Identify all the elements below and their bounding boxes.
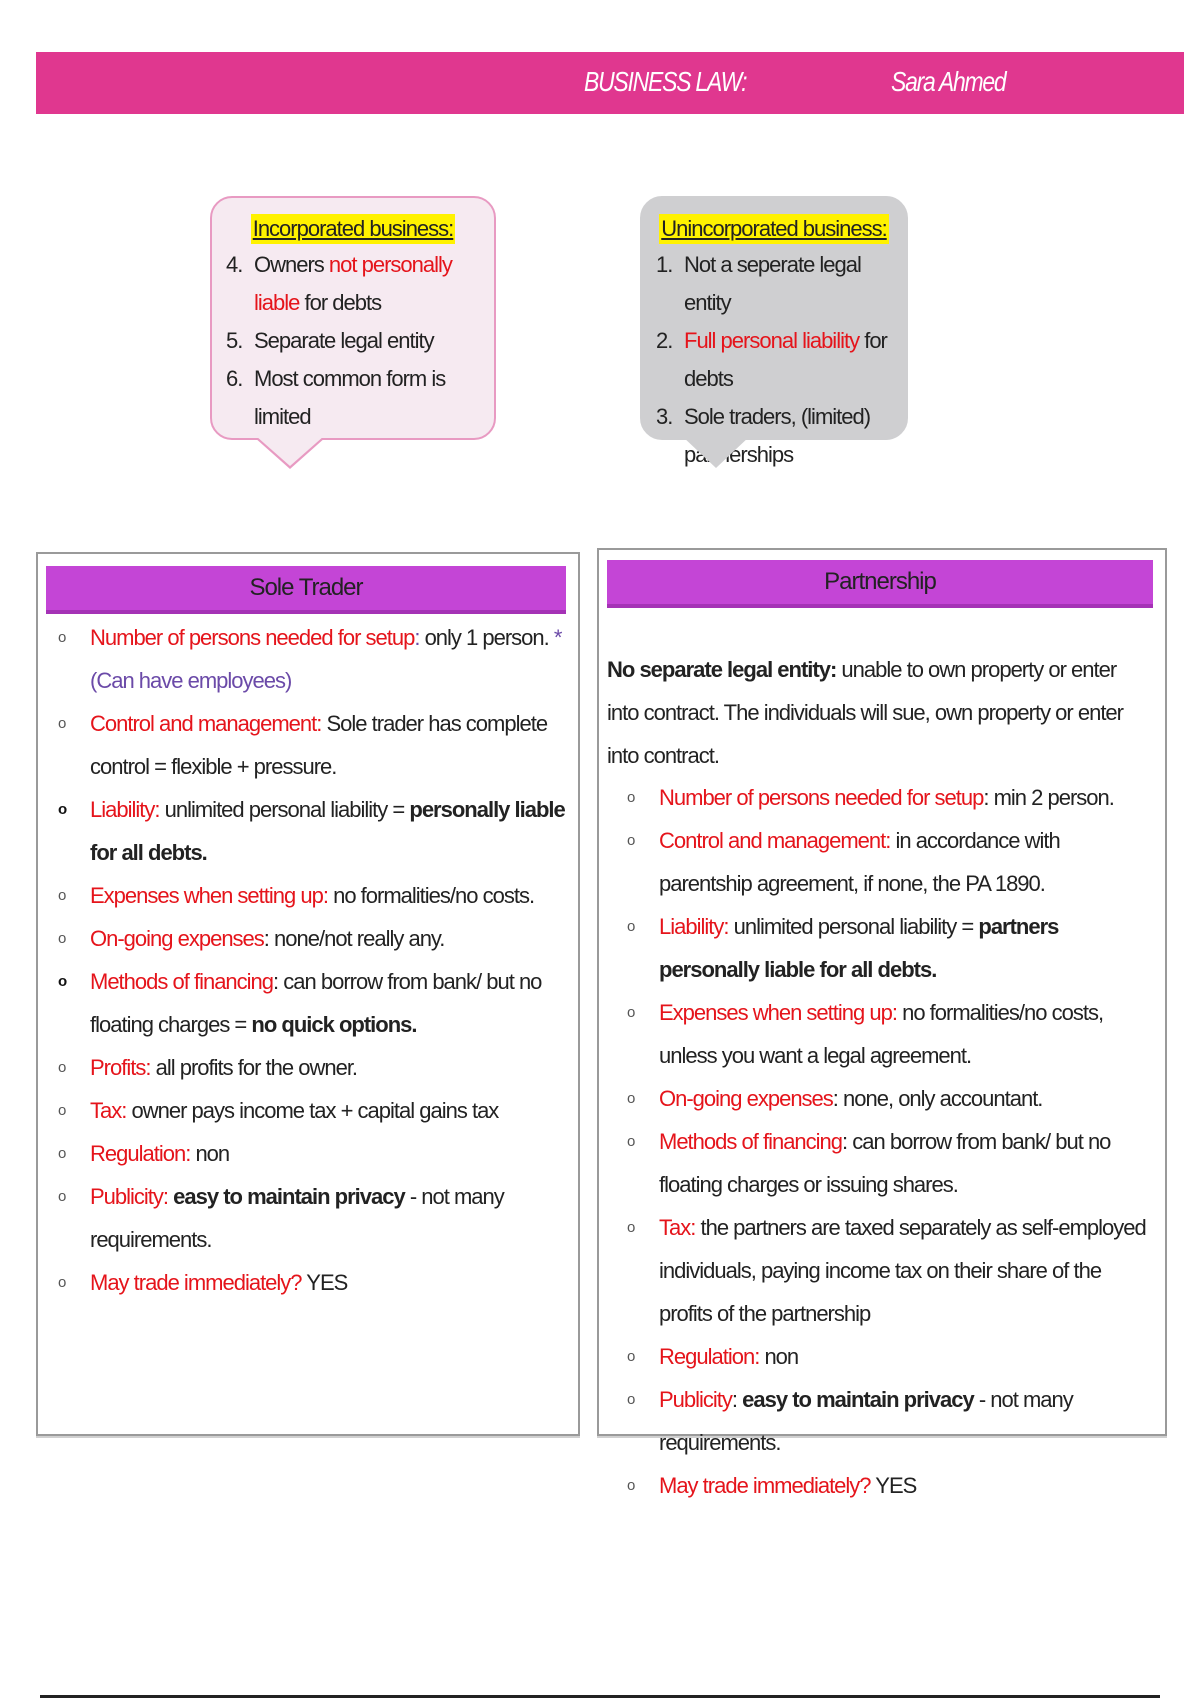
bullet-icon: o (627, 789, 635, 806)
item-emphasis: partners personally liable for all debts. (659, 914, 1059, 982)
item-note: *(Can have employees) (90, 625, 562, 693)
list-item (50, 1046, 570, 1089)
item-number: 2. (656, 328, 673, 353)
item-term: Profits: (90, 1055, 151, 1080)
item-emphasis: personally liable for all debts. (90, 797, 565, 865)
unincorporated-callout (640, 196, 908, 467)
bullet-icon: o (58, 801, 67, 818)
item-emphasis: no quick options. (251, 1012, 417, 1037)
sole-trader-list (50, 616, 570, 1304)
bullet-icon: o (58, 1145, 66, 1162)
bullet-icon: o (627, 1004, 635, 1021)
bullet-icon: o (627, 1133, 635, 1150)
item-text: no formalities/no costs. (333, 883, 535, 908)
unincorporated-item (656, 246, 906, 322)
item-text: no formalities/no costs, unless you want a legal agreement. (659, 1000, 1104, 1068)
partnership-box (597, 548, 1167, 1498)
bullet-icon: o (58, 1188, 66, 1205)
list-item (50, 702, 570, 788)
item-separator: : (832, 1086, 844, 1111)
item-term: Tax: (90, 1098, 127, 1123)
item-text: Separate legal entity (254, 328, 434, 353)
bullet-icon: o (627, 918, 635, 935)
list-item (619, 1335, 1149, 1378)
item-text: unlimited personal liability = (164, 797, 410, 822)
item-term: Number of persons needed for setup (90, 625, 415, 650)
item-text: none/not really any. (274, 926, 445, 951)
item-term: May trade immediately? (659, 1473, 871, 1498)
item-text: only 1 person. (424, 625, 554, 650)
bullet-icon: o (58, 715, 66, 732)
bullet-icon: o (627, 1348, 635, 1365)
sole-trader-heading: Sole Trader (46, 566, 566, 614)
bullet-icon: o (627, 1477, 635, 1494)
item-text: - not many requirements. (90, 1184, 504, 1252)
list-item (619, 1120, 1149, 1206)
item-text: owner pays income tax + capital gains tax (131, 1098, 499, 1123)
item-number: 6. (226, 366, 243, 391)
item-number: 1. (656, 252, 673, 277)
item-term: Regulation: (659, 1344, 760, 1369)
list-item (619, 991, 1149, 1077)
item-text: for debts (684, 328, 887, 391)
page-title: BUSINESS LAW: (584, 66, 747, 97)
item-separator: : (983, 785, 994, 810)
incorporated-list (212, 246, 494, 436)
item-term: Methods of financing (659, 1129, 843, 1154)
item-term: Control and management: (659, 828, 891, 853)
item-separator: : (414, 625, 425, 650)
list-item (50, 1175, 570, 1261)
item-separator: : (263, 926, 275, 951)
incorporated-item (226, 246, 494, 322)
bullet-icon: o (627, 1219, 635, 1236)
list-item (619, 776, 1149, 819)
bullet-icon: o (58, 1102, 66, 1119)
list-item (619, 905, 1149, 991)
item-text: non (195, 1141, 230, 1166)
item-text: YES (306, 1270, 348, 1295)
incorporated-callout-tail (256, 436, 324, 466)
item-text: the partners are taxed separately as self-employed individuals, paying income tax on their share of the profits of the partnership (659, 1215, 1146, 1326)
item-number: 3. (656, 404, 673, 429)
item-text: Sole trader has complete control = flexible + pressure. (90, 711, 548, 779)
item-text: can borrow from bank/ but no floating charges = (90, 969, 542, 1037)
item-emphasis: easy to maintain privacy (173, 1184, 405, 1209)
list-item (50, 788, 570, 874)
item-term: Tax: (659, 1215, 696, 1240)
list-item (50, 1132, 570, 1175)
list-item (50, 960, 570, 1046)
item-term: Publicity: (90, 1184, 169, 1209)
unincorporated-item (656, 322, 906, 398)
bullet-icon: o (58, 1274, 66, 1291)
item-term: Number of persons needed for setup (659, 785, 984, 810)
item-term: Expenses when setting up: (659, 1000, 897, 1025)
item-text: unlimited personal liability = (733, 914, 979, 939)
list-item (50, 1261, 570, 1304)
item-term: Expenses when setting up: (90, 883, 328, 908)
item-text: YES (875, 1473, 917, 1498)
item-term: On-going expenses (90, 926, 264, 951)
item-text: Most common form is limited (254, 366, 446, 429)
list-item (50, 917, 570, 960)
bullet-icon: o (58, 973, 67, 990)
item-text: none, only accountant. (843, 1086, 1043, 1111)
incorporated-item (226, 360, 494, 436)
item-text: in accordance with parentship agreement, if none, the PA 1890. (659, 828, 1060, 896)
footer-divider (40, 1695, 1160, 1698)
item-text: Owners (254, 252, 329, 277)
intro-emphasis: No separate legal entity: (607, 657, 837, 682)
list-item (50, 1089, 570, 1132)
intro-text: unable to own property or enter into contract. The individuals will sue, own property or enter into contract. (607, 657, 1123, 768)
item-term: Liability: (659, 914, 729, 939)
list-item (50, 616, 570, 702)
item-term: Control and management: (90, 711, 322, 736)
item-text: all profits for the owner. (155, 1055, 358, 1080)
sole-trader-box (36, 552, 580, 1436)
item-term: On-going expenses (659, 1086, 833, 1111)
item-text: Sole traders, (limited) partnerships (684, 404, 871, 467)
item-highlight: Full personal liability (684, 328, 860, 353)
item-separator: : (273, 969, 284, 994)
item-highlight: not personally liable (254, 252, 452, 315)
item-separator: : (731, 1387, 743, 1412)
bullet-icon: o (627, 1090, 635, 1107)
list-item (619, 819, 1149, 905)
list-item (619, 1077, 1149, 1120)
incorporated-item (226, 322, 494, 360)
item-text: can borrow from bank/ but no floating charges or issuing shares. (659, 1129, 1111, 1197)
incorporated-heading: Incorporated business: (251, 214, 456, 244)
item-text: non (764, 1344, 799, 1369)
bullet-icon: o (627, 832, 635, 849)
item-text: for debts (299, 290, 382, 315)
item-term: Publicity (659, 1387, 732, 1412)
item-text: - not many requirements. (659, 1387, 1073, 1455)
list-item (50, 874, 570, 917)
item-term: Liability: (90, 797, 160, 822)
bullet-icon: o (58, 1059, 66, 1076)
partnership-heading: Partnership (607, 560, 1153, 608)
item-number: 4. (226, 252, 243, 277)
item-term: Regulation: (90, 1141, 191, 1166)
list-item (619, 1206, 1149, 1335)
item-emphasis: easy to maintain privacy (742, 1387, 974, 1412)
item-separator: : (842, 1129, 853, 1154)
list-item (619, 1378, 1149, 1464)
author-name: Sara Ahmed (891, 66, 1006, 97)
list-item (619, 1464, 1149, 1507)
unincorporated-heading: Unincorporated business: (659, 214, 888, 244)
item-text: Not a seperate legal entity (684, 252, 861, 315)
bullet-icon: o (58, 629, 66, 646)
unincorporated-callout-tail (682, 436, 750, 468)
header-bar (36, 52, 1184, 114)
bullet-icon: o (627, 1391, 635, 1408)
partnership-intro (607, 648, 1147, 777)
item-term: May trade immediately? (90, 1270, 302, 1295)
item-text: min 2 person. (993, 785, 1114, 810)
bullet-icon: o (58, 887, 66, 904)
item-term: Methods of financing (90, 969, 274, 994)
incorporated-callout (210, 196, 496, 440)
partnership-list (619, 776, 1149, 1507)
item-number: 5. (226, 328, 243, 353)
bullet-icon: o (58, 930, 66, 947)
